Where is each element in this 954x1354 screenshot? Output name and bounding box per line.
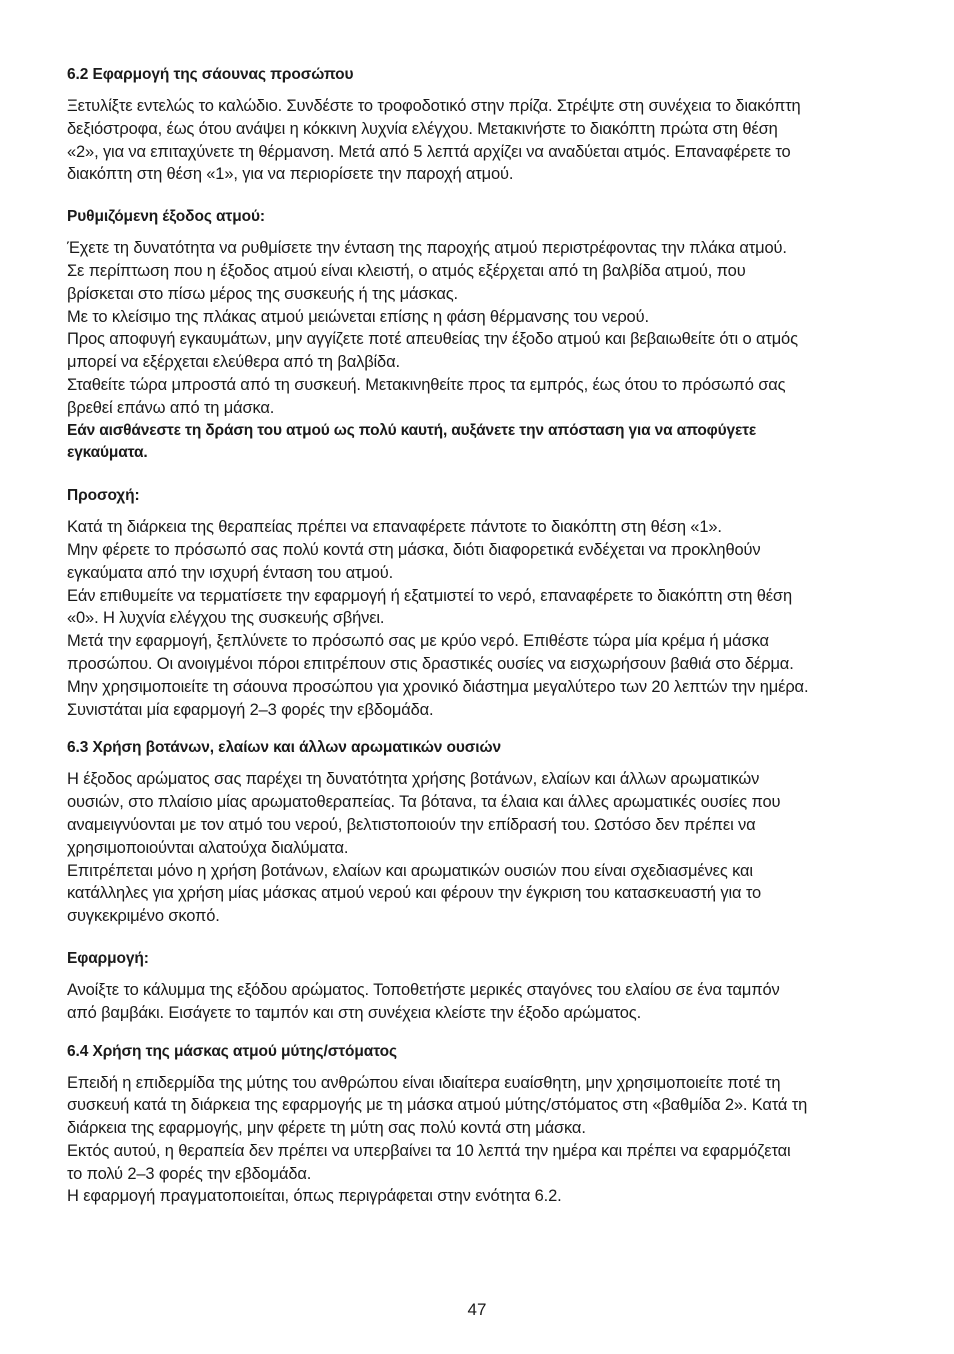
section-heading: 6.2 Εφαρμογή της σάουνας προσώπου xyxy=(67,66,354,83)
text-line: μπορεί να εξέρχεται ελεύθερα από τη βαλβίδα. xyxy=(67,353,400,372)
text-line: Μετά την εφαρμογή, ξεπλύνετε το πρόσωπό σας με κρύο νερό. Επιθέστε τώρα μία κρέμα ή μάσκα xyxy=(67,632,769,651)
text-line: διακόπτη στη θέση «1», για να περιορίσετε την παροχή ατμού. xyxy=(67,165,514,184)
text-line: κατάλληλες για χρήση μίας μάσκας ατμού νερού και φέρουν την έγκριση του κατασκευαστή για το xyxy=(67,884,761,903)
adjustable-steam-section xyxy=(67,206,887,465)
text-line: αναμειγνύονται με τον ατμό του νερού, βελτιστοποιούν την επίδρασή του. Ωστόσο δεν πρέπει να xyxy=(67,815,756,834)
section-6-2 xyxy=(67,64,887,186)
section-6-3 xyxy=(67,737,887,928)
text-line: το πολύ 2–3 φορές την εβδομάδα. xyxy=(67,1164,312,1183)
text-line: Εκτός αυτού, η θεραπεία δεν πρέπει να υπερβαίνει τα 10 λεπτά την ημέρα και πρέπει να εφαρμόζεται xyxy=(67,1141,791,1160)
text-line: Η έξοδος αρώματος σας παρέχει τη δυνατότητα χρήσης βοτάνων, ελαίων και άλλων αρωματικών xyxy=(67,770,760,789)
text-line: Με το κλείσιμο της πλάκας ατμού μειώνεται επίσης η φάση θέρμανσης του νερού. xyxy=(67,307,649,326)
body-text xyxy=(67,95,887,186)
text-line: συσκευή κατά τη διάρκεια της εφαρμογής με τη μάσκα ατμού μύτης/στόματος στη «βαθμίδα 2». Κατά τη xyxy=(67,1096,808,1115)
text-line: Μην χρησιμοποιείτε τη σάουνα προσώπου για χρονικό διάστημα μεγαλύτερο των 20 λεπτών την ημέρα. xyxy=(67,677,809,696)
text-line: «2», για να επιταχύνετε τη θέρμανση. Μετά από 5 λεπτά αρχίζει να αναδύεται ατμός. Επαναφέρετε το xyxy=(67,142,791,161)
body-text xyxy=(67,979,887,1025)
text-line: Έχετε τη δυνατότητα να ρυθμίσετε την ένταση της παροχής ατμού περιστρέφοντας την πλάκα ατμού. xyxy=(67,239,787,258)
text-line: Σταθείτε τώρα μπροστά από τη συσκευή. Μετακινηθείτε προς τα εμπρός, έως ότου το πρόσωπό σας xyxy=(67,375,786,394)
section-6-4 xyxy=(67,1041,887,1209)
text-line: Επιτρέπεται μόνο η χρήση βοτάνων, ελαίων και αρωματικών ουσιών που είναι σχεδιασμένες και xyxy=(67,861,753,880)
body-text xyxy=(67,237,887,419)
text-line: ουσιών, στο πλαίσιο μίας αρωματοθεραπείας. Τα βότανα, τα έλαια και άλλες αρωματικές ουσίες που xyxy=(67,793,781,812)
text-line: Μην φέρετε το πρόσωπό σας πολύ κοντά στη μάσκα, διότι διαφορετικά ενδέχεται να προκληθούν xyxy=(67,540,761,559)
text-line: βρεθεί επάνω από τη μάσκα. xyxy=(67,398,275,417)
text-line: χρησιμοποιούνται αλατούχα διαλύματα. xyxy=(67,838,349,857)
text-line: από βαμβάκι. Εισάγετε το ταμπόν και στη συνέχεια κλείστε την έξοδο αρώματος. xyxy=(67,1003,642,1022)
text-line: Επειδή η επιδερμίδα της μύτης του ανθρώπου είναι ιδιαίτερα ευαίσθητη, μην χρησιμοποιείτε ποτέ τη xyxy=(67,1073,781,1092)
text-line: Προς αποφυγή εγκαυμάτων, μην αγγίζετε ποτέ απευθείας την έξοδο ατμού και βεβαιωθείτε ότι ο ατμός xyxy=(67,330,798,349)
subsection-heading: Ρυθμιζόμενη έξοδος ατμού: xyxy=(67,208,265,226)
document-page xyxy=(67,64,887,1208)
subsection-heading: Εφαρμογή: xyxy=(67,949,149,967)
text-line: Η εφαρμογή πραγματοποιείται, όπως περιγράφεται στην ενότητα 6.2. xyxy=(67,1187,562,1206)
text-line: δεξιόστροφα, έως ότου ανάψει η κόκκινη λυχνία ελέγχου. Μετακινήστε το διακόπτη πρώτα στη θέση xyxy=(67,119,778,138)
text-line: Ανοίξτε το κάλυμμα της εξόδου αρώματος. Τοποθετήστε μερικές σταγόνες του ελαίου σε ένα ταμπόν xyxy=(67,980,780,999)
warning-text xyxy=(67,420,887,466)
text-line: «0». Η λυχνία ελέγχου της συσκευής σβήνει. xyxy=(67,609,385,628)
subsection-heading: Προσοχή: xyxy=(67,487,140,505)
text-line: συγκεκριμένο σκοπό. xyxy=(67,907,220,926)
section-heading: 6.3 Χρήση βοτάνων, ελαίων και άλλων αρωματικών ουσιών xyxy=(67,739,502,757)
text-line: εγκαύματα. xyxy=(67,444,148,462)
application-section xyxy=(67,948,887,1025)
text-line: Εάν αισθάνεστε τη δράση του ατμού ως πολύ καυτή, αυξάνετε την απόσταση για να αποφύγετε xyxy=(67,421,757,439)
text-line: εγκαύματα από την ισχυρή ένταση του ατμού. xyxy=(67,563,394,582)
section-heading: 6.4 Χρήση της μάσκας ατμού μύτης/στόματος xyxy=(67,1042,397,1060)
text-line: Κατά τη διάρκεια της θεραπείας πρέπει να επαναφέρετε πάντοτε το διακόπτη στη θέση «1». xyxy=(67,518,722,537)
text-line: Ξετυλίξτε εντελώς το καλώδιο. Συνδέστε το τροφοδοτικό στην πρίζα. Στρέψτε στη συνέχεια το διακόπτη xyxy=(67,97,801,115)
text-line: Εάν επιθυμείτε να τερματίσετε την εφαρμογή ή εξατμιστεί το νερό, επαναφέρετε το διακόπτη στη θέση xyxy=(67,586,792,605)
text-line: Σε περίπτωση που η έξοδος ατμού είναι κλειστή, ο ατμός εξέρχεται από τη βαλβίδα ατμού, που xyxy=(67,261,746,280)
text-line: διάρκεια της εφαρμογής, μην φέρετε τη μύτη σας πολύ κοντά στη μάσκα. xyxy=(67,1119,586,1138)
body-text xyxy=(67,516,887,721)
page-number: 47 xyxy=(467,1300,487,1319)
body-text xyxy=(67,768,887,928)
caution-section xyxy=(67,485,887,721)
body-text xyxy=(67,1072,887,1209)
text-line: βρίσκεται στο πίσω μέρος της συσκευής ή της μάσκας. xyxy=(67,284,458,303)
text-line: προσώπου. Οι ανοιγμένοι πόροι επιτρέπουν στις δραστικές ουσίες να εισχωρήσουν βαθιά στο δέρμα. xyxy=(67,654,794,673)
text-line: Συνιστάται μία εφαρμογή 2–3 φορές την εβδομάδα. xyxy=(67,700,434,719)
